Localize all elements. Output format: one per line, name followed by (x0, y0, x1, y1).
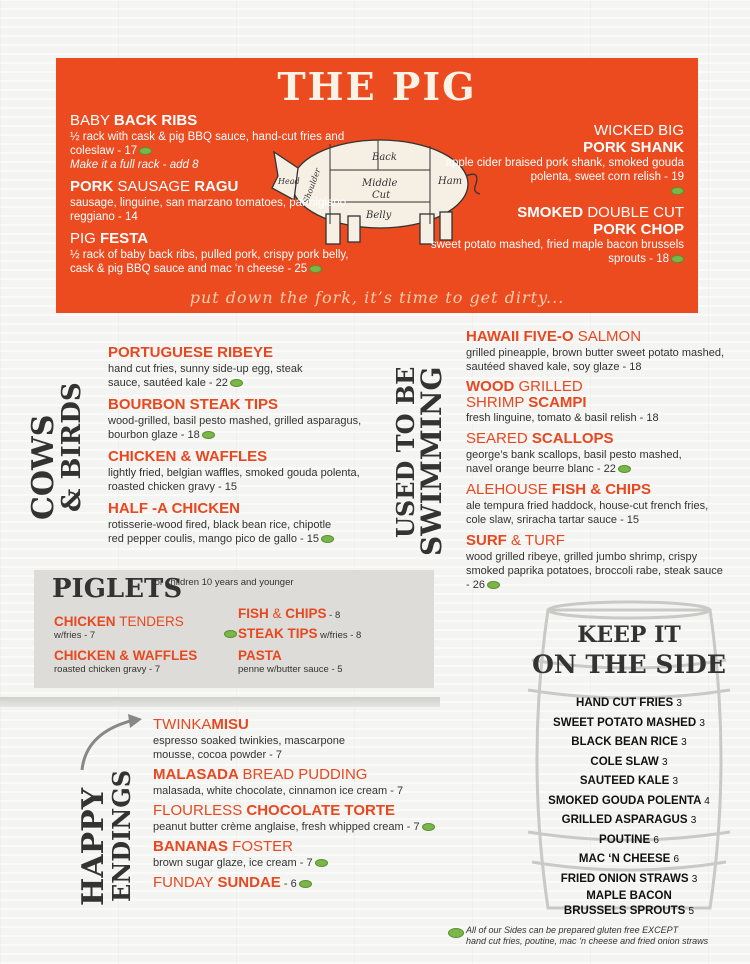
menu-item-kids-steak-tips: STEAK TIPS w/fries - 8 (238, 626, 362, 641)
menu-item-portuguese-ribeye: PORTUGUESE RIBEYE hand cut fries, sunny side-up egg, steak sauce, sautéed kale - 22 (108, 344, 303, 389)
sides-title: KEEP IT ON THE SIDE (532, 622, 726, 679)
swimming-section-title: SWIMMING (415, 366, 448, 556)
gluten-free-icon (309, 265, 322, 273)
side-item-fried-onion-straws: FRIED ONION STRAWS 3 (560, 872, 698, 885)
menu-item-seared-scallops: SEARED SCALLOPS george’s bank scallops, basil pesto mashed, navel orange beurre blanc - 22 (466, 430, 682, 475)
gluten-free-note: All of our Sides can be prepared gluten free EXCEPT hand cut fries, poutine, mac ‘n cheese and fried onion straws (466, 925, 709, 946)
menu-item-funday-sundae: FUNDAY SUNDAE - 6 (153, 874, 453, 892)
menu-item-surf-and-turf: SURF & TURF wood grilled ribeye, grilled jumbo shrimp, crispy smoked paprika potatoes, broccoli rabe, steak sauce - 26 (466, 532, 723, 591)
menu-item-kids-chicken-and-waffles: CHICKEN & WAFFLES roasted chicken gravy - 7 (54, 648, 198, 675)
gluten-free-icon (139, 147, 152, 155)
pig-label-shoulder: Shoulder (301, 166, 323, 205)
sides-list (518, 694, 740, 920)
side-item-grilled-asparagus: GRILLED ASPARAGUS 3 (561, 814, 697, 826)
side-item-brussels-sprouts: BRUSSELS SPROUTS 5 (563, 905, 695, 917)
side-item-sauteed-kale: SAUTEED KALE 3 (579, 775, 679, 787)
side-item-maple-bacon: MAPLE BACON (586, 890, 672, 902)
curved-arrow-icon (72, 712, 152, 772)
menu-item-wood-grilled-shrimp-scampi: WOOD GRILLED SHRIMP SCAMPI fresh linguine, tomato & basil relish - 18 (466, 378, 659, 424)
menu-item-half-a-chicken: HALF -A CHICKEN rotisserie-wood fired, black bean rice, chipotle red pepper coulis, mango pico de gallo - 15 (108, 500, 398, 546)
side-item-smoked-gouda-polenta: SMOKED GOUDA POLENTA 4 (548, 794, 710, 807)
menu-item-kids-pasta: PASTA penne w/butter sauce - 5 (238, 648, 343, 675)
happy-endings-list (153, 716, 453, 892)
pig-label-belly: Belly (366, 210, 392, 221)
cows-and-birds-list (108, 344, 398, 546)
gluten-free-icon (321, 535, 334, 543)
side-item-sweet-potato-mashed: SWEET POTATO MASHED 3 (553, 716, 705, 729)
used-to-be-section-title: USED TO BE (391, 366, 420, 538)
pig-label-back: Back (372, 152, 397, 163)
menu-item-wicked-big-pork-shank: WICKED BIG PORK SHANK apple cider braised pork shank, smoked gouda polenta, sweet corn relish - 19 (424, 122, 684, 198)
pig-label-ham: Ham (438, 176, 463, 187)
menu-item-chicken-and-waffles: CHICKEN & WAFFLES lightly fried, belgian waffles, smoked gouda polenta, roasted chicken gravy - 15 (108, 448, 360, 493)
gluten-free-icon (202, 431, 215, 439)
the-pig-panel (56, 58, 698, 313)
menu-item-pig-festa: PIG FESTA ½ rack of baby back ribs, pulled pork, crispy pork belly, cask & pig BBQ sauce and mac ‘n cheese - 25 (70, 230, 349, 275)
piglets-note: for children 10 years and younger (152, 577, 294, 588)
pig-label-cut: Cut (372, 190, 391, 201)
birds-section-title: & BIRDS (57, 382, 87, 512)
menu-item-alehouse-fish-and-chips: ALEHOUSE FISH & CHIPS ale tempura fried haddock, house-cut french fries, cole slaw, sriracha tartar sauce - 15 (466, 481, 709, 526)
section-divider (0, 697, 440, 707)
menu-item-kids-chicken-tenders: CHICKEN TENDERS w/fries - 7 (54, 614, 184, 641)
menu-item-twinkamisu: TWINKAMISU espresso soaked twinkies, mascarpone mousse, cocoa powder - 7 (153, 716, 345, 761)
pig-label-head: Head (278, 177, 300, 186)
endings-section-title: ENDINGS (107, 769, 136, 902)
side-item-black-bean-rice: BLACK BEAN RICE 3 (571, 736, 687, 748)
menu-item-smoked-double-cut-pork-chop: SMOKED DOUBLE CUT PORK CHOP sweet potato mashed, fried maple bacon brussels sprouts - 18 (430, 204, 684, 265)
gluten-free-icon (224, 630, 237, 638)
gluten-free-icon (299, 880, 312, 888)
happy-section-title: HAPPY (76, 787, 111, 906)
gluten-free-icon (230, 379, 243, 387)
gluten-free-icon (618, 465, 631, 473)
swimming-list (466, 328, 726, 592)
menu-item-bourbon-steak-tips: BOURBON STEAK TIPS wood-grilled, basil pesto mashed, grilled asparagus, bourbon glaze - 18 (108, 396, 362, 441)
menu-item-bananas-foster: BANANAS FOSTER brown sugar glaze, ice cream - 7 (153, 838, 453, 870)
pig-section-title: THE PIG (277, 64, 477, 109)
menu-item-malasada-bread-pudding: MALASADA BREAD PUDDING malasada, white chocolate, cinnamon ice cream - 7 (153, 766, 404, 797)
piglets-title: PIGLETS (52, 574, 183, 604)
side-item-mac-n-cheese: MAC ‘N CHEESE 6 (578, 853, 680, 865)
side-item-cole-slaw: COLE SLAW 3 (590, 755, 668, 768)
gluten-free-icon (448, 928, 464, 938)
gluten-free-icon (315, 859, 328, 867)
menu-item-baby-back-ribs: BABY BACK RIBS ½ rack with cask & pig BBQ sauce, hand-cut fries and coleslaw - 17 Make it a full rack - add 8 (70, 112, 345, 171)
gluten-free-icon (671, 187, 684, 195)
menu-item-flourless-chocolate-torte: FLOURLESS CHOCOLATE TORTE peanut butter crème anglaise, fresh whipped cream - 7 (153, 802, 453, 834)
gluten-free-icon (671, 255, 684, 263)
piglets-box (34, 570, 434, 688)
gluten-free-icon (422, 823, 435, 831)
menu-item-pork-sausage-ragu: PORK SAUSAGE RAGU sausage, linguine, san marzano tomatoes, parmigiano reggiano - 14 (70, 178, 347, 223)
pig-tagline: put down the fork, it’s time to get dirty... (189, 288, 565, 307)
side-item-hand-cut-fries: HAND CUT FRIES 3 (576, 697, 682, 709)
pig-label-middle: Middle (362, 178, 398, 189)
cows-section-title: COWS (26, 414, 61, 520)
menu-item-hawaii-five-o-salmon: HAWAII FIVE-O SALMON grilled pineapple, brown butter sweet potato mashed, sautéed shaved kale, soy glaze - 18 (466, 328, 725, 373)
menu-item-kids-fish-and-chips: FISH & CHIPS - 8 (238, 606, 341, 621)
gluten-free-icon (487, 581, 500, 589)
side-item-poutine: POUTINE 6 (599, 833, 659, 846)
